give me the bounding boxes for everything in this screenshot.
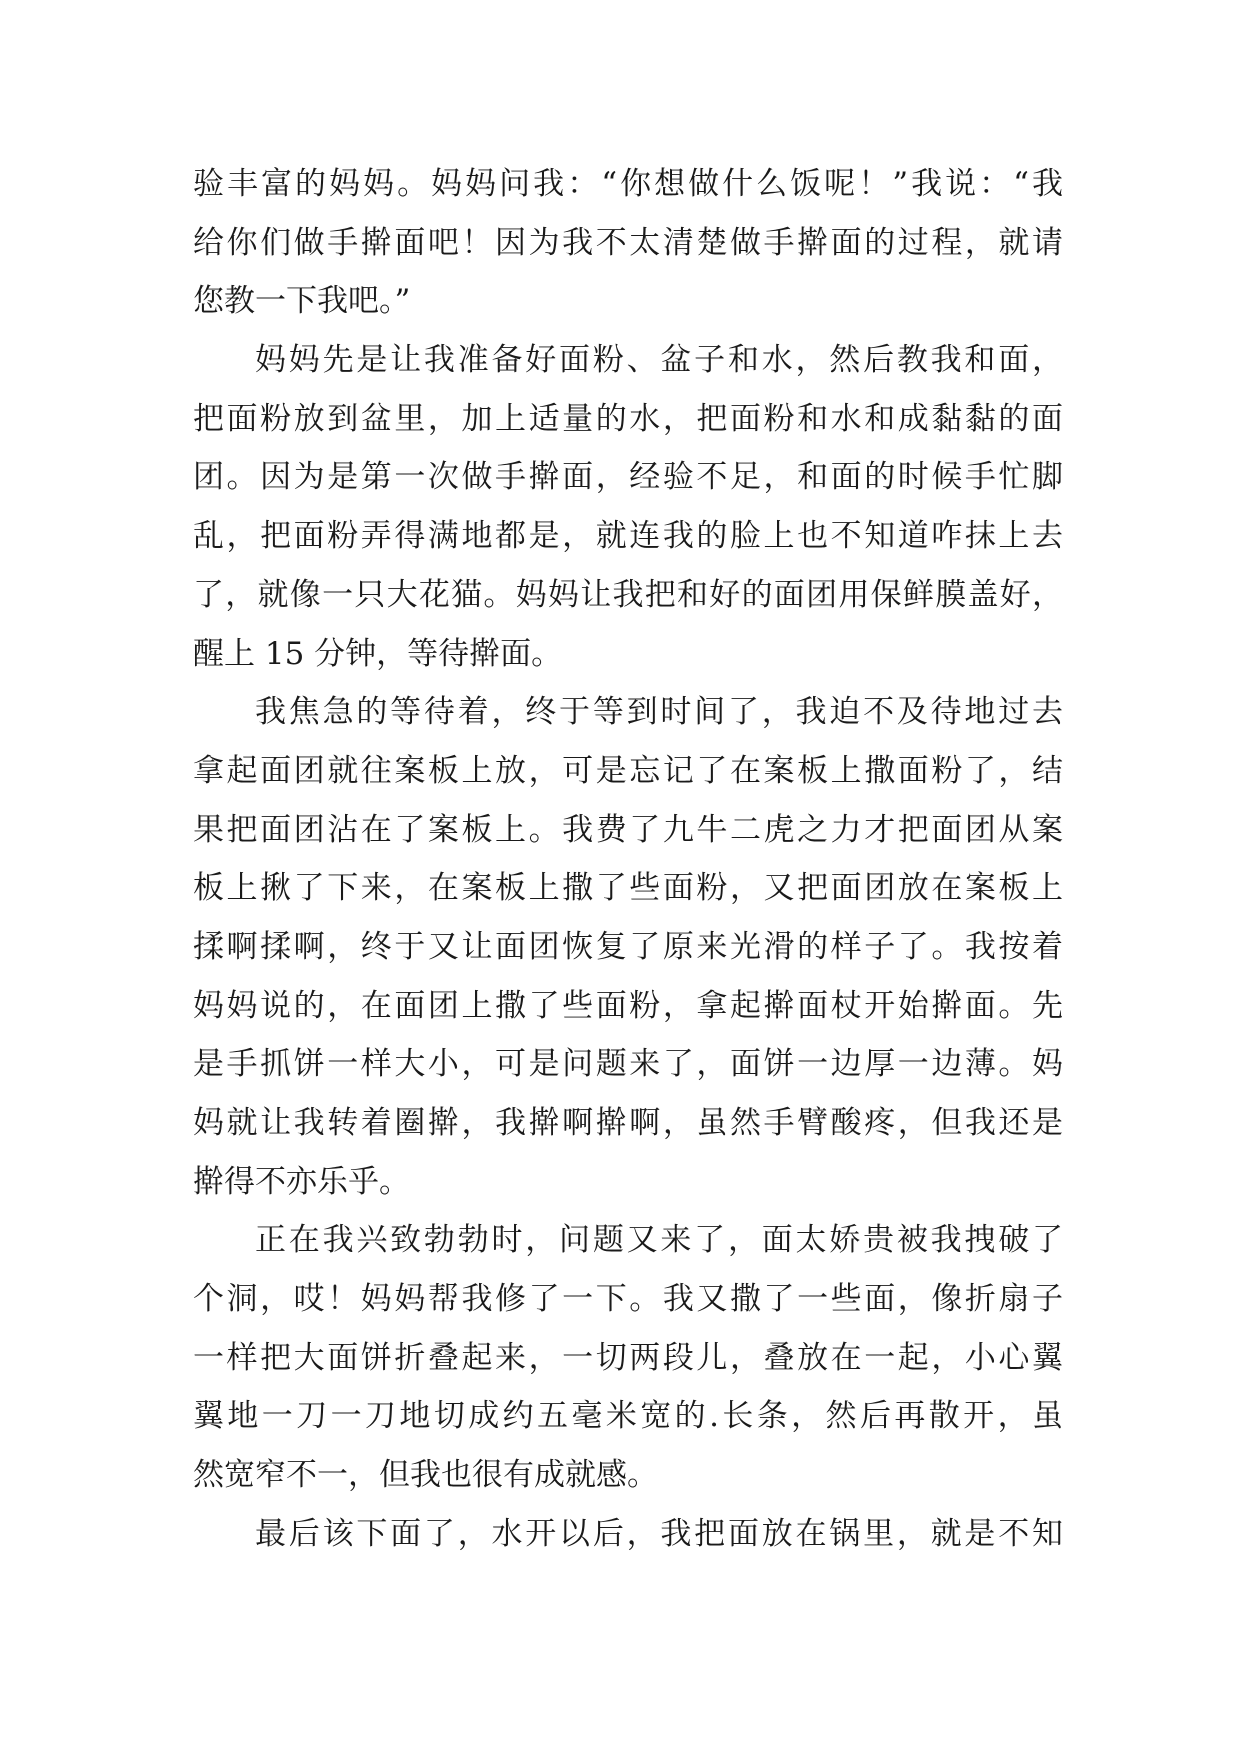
text-line: 您教一下我吧。” (193, 283, 411, 320)
text-line: 乱，把面粉弄得满地都是，就连我的脸上也不知道咋抹上去 (193, 518, 1063, 555)
text-line: 板上揪了下来，在案板上撒了些面粉，又把面团放在案板上 (193, 870, 1063, 907)
text-line: 醒上 15 分钟，等待擀面。 (193, 635, 563, 672)
text-line: 是手抓饼一样大小，可是问题来了，面饼一边厚一边薄。妈 (193, 1046, 1063, 1083)
text-line: 果把面团沾在了案板上。我费了九牛二虎之力才把面团从案 (193, 811, 1063, 848)
text-line: 了，就像一只大花猫。妈妈让我把和好的面团用保鲜膜盖好， (193, 576, 1063, 613)
text-line: 妈妈说的，在面团上撒了些面粉，拿起擀面杖开始擀面。先 (193, 987, 1063, 1024)
text-line: 把面粉放到盆里，加上适量的水，把面粉和水和成黏黏的面 (193, 400, 1063, 437)
text-line: 翼地一刀一刀地切成约五毫米宽的.长条，然后再散开，虽 (193, 1398, 1063, 1435)
text-line: 团。因为是第一次做手擀面，经验不足，和面的时候手忙脚 (193, 459, 1063, 496)
text-line: 妈妈先是让我准备好面粉、盆子和水，然后教我和面， (255, 342, 1063, 379)
text-line: 给你们做手擀面吧！因为我不太清楚做手擀面的过程，就请 (193, 224, 1063, 261)
text-line: 个洞，哎！妈妈帮我修了一下。我又撒了一些面，像折扇子 (193, 1281, 1063, 1318)
essay-body (193, 155, 1063, 1564)
text-line: 我焦急的等待着，终于等到时间了，我迫不及待地过去 (255, 694, 1063, 731)
text-line: 擀得不亦乐乎。 (193, 1163, 410, 1200)
text-line: 一样把大面饼折叠起来，一切两段儿，叠放在一起，小心翼 (193, 1339, 1063, 1376)
text-line: 验丰富的妈妈。妈妈问我：“你想做什么饭呢！”我说：“我 (193, 166, 1063, 202)
text-line: 正在我兴致勃勃时，问题又来了，面太娇贵被我拽破了 (255, 1222, 1063, 1259)
text-line: 然宽窄不一，但我也很有成就感。 (193, 1457, 658, 1494)
text-line: 妈就让我转着圈擀，我擀啊擀啊，虽然手臂酸疼，但我还是 (193, 1105, 1063, 1141)
text-line: 揉啊揉啊，终于又让面团恢复了原来光滑的样子了。我按着 (193, 928, 1063, 965)
text-line: 拿起面团就往案板上放，可是忘记了在案板上撒面粉了，结 (193, 752, 1063, 789)
text-line: 最后该下面了，水开以后，我把面放在锅里，就是不知 (255, 1515, 1063, 1552)
